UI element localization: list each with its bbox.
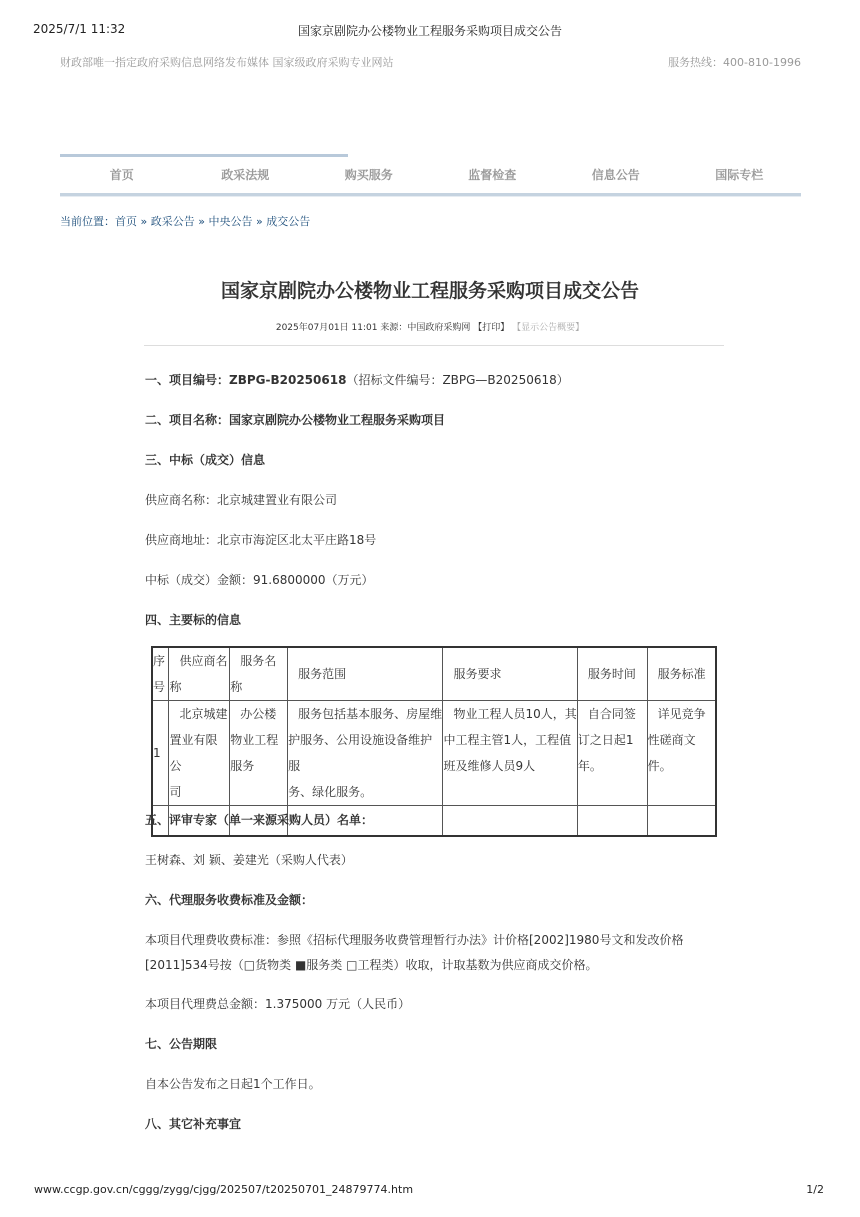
section-experts [145, 811, 373, 828]
print-datetime: 2025/7/1 11:32 [33, 22, 126, 36]
print-footer-url: www.ccgp.gov.cn/cggg/zygg/cjgg/202507/t20250701_24879774.htm [34, 1183, 414, 1196]
article-meta [0, 320, 860, 333]
fee-standard-line1: 本项目代理费收费标准：参照《招标代理服务收费管理暂行办法》计价格[2002]1980号文和发改价格 [145, 933, 684, 947]
print-page-title: 国家京剧院办公楼物业工程服务采购项目成交公告 [297, 24, 562, 38]
th-service-std: 服务标准 [647, 647, 716, 701]
table-row [152, 701, 716, 806]
cell-service-std: 详见竞争 性磋商文 件。 [647, 701, 716, 806]
s3-text: 三、中标（成交）信息 [145, 453, 266, 467]
empty-cell [577, 806, 647, 836]
print-link[interactable]: 【打印】 [473, 323, 510, 333]
print-footer-page: 1/2 [806, 1183, 824, 1196]
experts-list: 王树森、刘 颖、姜建光（采购人代表） [145, 853, 353, 867]
deal-amount: 中标（成交）金额：91.6800000（万元） [145, 573, 374, 587]
breadcrumb-central[interactable]: 中央公告 [208, 215, 253, 228]
th-service-time: 服务时间 [577, 647, 647, 701]
s1-code: ZBPG-B20250618 [229, 373, 347, 387]
s1-note: （招标文件编号：ZBPG—B20250618） [346, 373, 569, 387]
s1-label: 一、项目编号： [145, 373, 230, 387]
s7-text: 七、公告期限 [145, 1037, 218, 1051]
period-text: 自本公告发布之日起1个工作日。 [145, 1077, 321, 1091]
th-service-name: 服务名 称 [230, 647, 288, 701]
th-supplier: 供应商名 称 [169, 647, 230, 701]
cell-index: 1 [152, 701, 169, 806]
th-service-req: 服务要求 [443, 647, 577, 701]
section-project-code [145, 371, 569, 388]
site-slogan: 财政部唯一指定政府采购信息网络发布媒体 国家级政府采购专业网站 [60, 56, 394, 69]
table-header-row [152, 647, 716, 701]
s6-text: 六、代理服务收费标准及金额： [145, 893, 314, 907]
cell-service-scope: 服务包括基本服务、房屋维 护服务、公用设施设备维护服 务、绿化服务。 [288, 701, 443, 806]
breadcrumb-sep: » [137, 215, 151, 228]
s4-text: 四、主要标的信息 [145, 613, 242, 627]
fee-standard-line2: [2011]534号按（□货物类 ■服务类 □工程类）收取，计取基数为供应商成交价格。 [145, 958, 598, 972]
supplier-address: 供应商地址：北京市海淀区北太平庄路18号 [145, 533, 377, 547]
breadcrumb-sep: » [252, 215, 267, 228]
fee-total: 本项目代理费总金额：1.375000 万元（人民币） [145, 997, 411, 1011]
cell-supplier: 北京城建 置业有限公 司 [169, 701, 230, 806]
breadcrumb [60, 213, 310, 229]
nav-item-supervision[interactable]: 监督检查 [468, 168, 517, 182]
cell-service-time: 自合同签 订之日起1 年。 [577, 701, 647, 806]
meta-source: 中国政府采购网 [407, 323, 471, 333]
nav-item-international[interactable]: 国际专栏 [715, 168, 764, 182]
summary-toggle[interactable]: 【显示公告概要】 [512, 323, 585, 333]
breadcrumb-deal[interactable]: 成交公告 [266, 215, 311, 228]
section-agency-fee [145, 891, 313, 908]
s2-text: 二、项目名称：国家京剧院办公楼物业工程服务采购项目 [145, 413, 446, 427]
empty-cell [443, 806, 577, 836]
meta-date: 2025年07月01日 11:01 [275, 323, 378, 333]
breadcrumb-sep: » [194, 215, 209, 228]
main-nav [60, 160, 801, 194]
section-period [145, 1035, 217, 1052]
article-title: 国家京剧院办公楼物业工程服务采购项目成交公告 [220, 280, 639, 302]
supplier-name: 供应商名称：北京城建置业有限公司 [145, 493, 338, 507]
cell-service-name: 办公楼 物业工程 服务 [230, 701, 288, 806]
nav-item-regulations[interactable]: 政采法规 [221, 168, 270, 182]
breadcrumb-announcements[interactable]: 政采公告 [150, 215, 195, 228]
breadcrumb-home[interactable]: 首页 [115, 215, 137, 228]
title-divider [144, 345, 724, 346]
th-service-scope: 服务范围 [288, 647, 443, 701]
s8-text: 八、其它补充事宜 [145, 1117, 242, 1131]
site-hotline: 服务热线：400-810-1996 [668, 56, 801, 69]
nav-item-purchase-services[interactable]: 购买服务 [344, 168, 393, 182]
empty-cell [647, 806, 716, 836]
section-other [145, 1115, 241, 1132]
nav-divider [60, 193, 801, 197]
section-winner-info [145, 451, 265, 468]
nav-accent-bar [60, 154, 348, 157]
subject-table [151, 646, 717, 837]
section-main-subject [145, 611, 241, 628]
nav-item-home[interactable]: 首页 [109, 168, 134, 182]
s5-text: 五、评审专家（单一来源采购人员）名单： [145, 813, 374, 827]
breadcrumb-prefix: 当前位置： [60, 215, 115, 228]
nav-item-announcements[interactable]: 信息公告 [591, 168, 640, 182]
cell-service-req: 物业工程人员10人，其 中工程主管1人，工程值 班及维修人员9人 [443, 701, 577, 806]
meta-source-label: 来源： [380, 323, 408, 333]
section-project-name [145, 411, 445, 428]
th-index: 序 号 [152, 647, 169, 701]
